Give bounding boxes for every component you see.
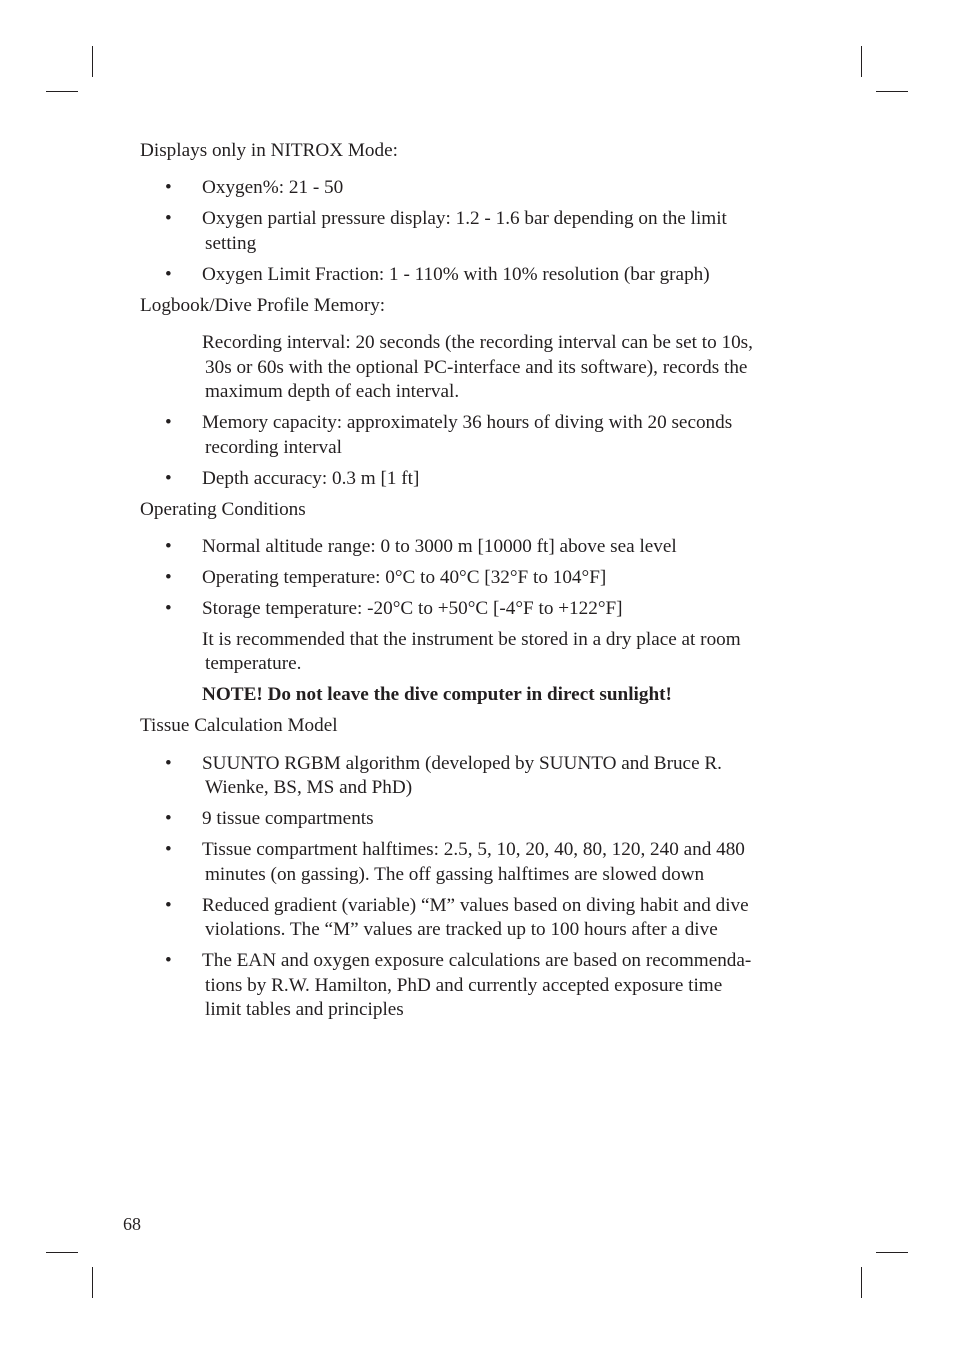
logbook-intro-line: maximum depth of each interval. bbox=[205, 381, 460, 403]
list-item bbox=[140, 949, 800, 1023]
logbook-intro bbox=[140, 331, 800, 405]
crop-mark-bottom-left-horizontal bbox=[46, 1252, 78, 1253]
bullet-icon: • bbox=[165, 752, 172, 774]
list-item-text: Oxygen partial pressure display: 1.2 - 1.6 bar depending on the limit bbox=[202, 208, 727, 230]
list-item-text-continued: violations. The “M” values are tracked up to 100 hours after a dive bbox=[205, 919, 718, 941]
bullet-icon: • bbox=[165, 894, 172, 916]
storage-recommendation-line: It is recommended that the instrument be stored in a dry place at room bbox=[202, 628, 741, 650]
list-item-text: Normal altitude range: 0 to 3000 m [10000 ft] above sea level bbox=[202, 535, 677, 557]
operating-heading: Operating Conditions bbox=[140, 498, 306, 520]
list-item-text: Operating temperature: 0°C to 40°C [32°F to 104°F] bbox=[202, 566, 607, 588]
list-item-text: The EAN and oxygen exposure calculations are based on recommenda- bbox=[202, 950, 752, 972]
logbook-heading: Logbook/Dive Profile Memory: bbox=[140, 294, 386, 316]
list-item-text-continued: recording interval bbox=[205, 436, 342, 458]
list-item-text-continued: setting bbox=[205, 232, 257, 254]
storage-recommendation bbox=[140, 628, 800, 677]
bullet-icon: • bbox=[165, 839, 172, 861]
bullet-icon: • bbox=[165, 208, 172, 230]
list-item bbox=[140, 752, 800, 801]
crop-mark-top-right-horizontal bbox=[876, 91, 908, 92]
crop-mark-bottom-right-horizontal bbox=[876, 1252, 908, 1253]
crop-mark-bottom-right-vertical bbox=[861, 1267, 862, 1298]
list-item bbox=[140, 207, 800, 256]
list-item-text: Oxygen%: 21 - 50 bbox=[202, 177, 344, 199]
page-number: 68 bbox=[123, 1214, 141, 1234]
operating-list bbox=[140, 535, 800, 622]
list-item bbox=[140, 411, 800, 460]
list-item-text: 9 tissue compartments bbox=[202, 808, 374, 830]
list-item bbox=[140, 838, 800, 887]
bullet-icon: • bbox=[165, 412, 172, 434]
list-item-text: Depth accuracy: 0.3 m [1 ft] bbox=[202, 467, 420, 489]
list-item bbox=[140, 597, 800, 622]
list-item bbox=[140, 467, 800, 492]
crop-mark-bottom-left-vertical bbox=[92, 1267, 93, 1298]
bullet-icon: • bbox=[165, 950, 172, 972]
sunlight-note: NOTE! Do not leave the dive computer in direct sunlight! bbox=[202, 684, 672, 706]
list-item-text: Tissue compartment halftimes: 2.5, 5, 10, 20, 40, 80, 120, 240 and 480 bbox=[202, 839, 745, 861]
list-item-text-continued: Wienke, BS, MS and PhD) bbox=[205, 777, 413, 799]
page-content bbox=[140, 139, 800, 1023]
bullet-icon: • bbox=[165, 535, 172, 557]
list-item bbox=[140, 566, 800, 591]
crop-mark-top-right-vertical bbox=[861, 46, 862, 77]
bullet-icon: • bbox=[165, 467, 172, 489]
list-item-text-continued: limit tables and principles bbox=[205, 999, 404, 1021]
list-item-text: Oxygen Limit Fraction: 1 - 110% with 10% resolution (bar graph) bbox=[202, 263, 710, 285]
list-item bbox=[140, 535, 800, 560]
list-item bbox=[140, 894, 800, 943]
list-item-text: Storage temperature: -20°C to +50°C [-4°F to +122°F] bbox=[202, 597, 623, 619]
bullet-icon: • bbox=[165, 263, 172, 285]
list-item-text-continued: tions by R.W. Hamilton, PhD and currently accepted exposure time bbox=[205, 974, 723, 996]
crop-mark-top-left-vertical bbox=[92, 46, 93, 77]
storage-recommendation-line: temperature. bbox=[205, 653, 302, 675]
bullet-icon: • bbox=[165, 808, 172, 830]
list-item bbox=[140, 807, 800, 832]
list-item bbox=[140, 176, 800, 201]
list-item-text: SUUNTO RGBM algorithm (developed by SUUNTO and Bruce R. bbox=[202, 752, 722, 774]
tissue-list bbox=[140, 752, 800, 1024]
list-item-text: Reduced gradient (variable) “M” values based on diving habit and dive bbox=[202, 894, 749, 916]
logbook-intro-line: 30s or 60s with the optional PC-interface and its software), records the bbox=[205, 356, 748, 378]
bullet-icon: • bbox=[165, 566, 172, 588]
tissue-heading: Tissue Calculation Model bbox=[140, 715, 338, 737]
bullet-icon: • bbox=[165, 177, 172, 199]
nitrox-heading: Displays only in NITROX Mode: bbox=[140, 140, 398, 161]
list-item-text-continued: minutes (on gassing). The off gassing halftimes are slowed down bbox=[205, 863, 705, 885]
crop-mark-top-left-horizontal bbox=[46, 91, 78, 92]
logbook-list bbox=[140, 411, 800, 491]
logbook-intro-line: Recording interval: 20 seconds (the recording interval can be set to 10s, bbox=[202, 331, 753, 353]
bullet-icon: • bbox=[165, 597, 172, 619]
nitrox-list bbox=[140, 176, 800, 287]
list-item-text: Memory capacity: approximately 36 hours of diving with 20 seconds bbox=[202, 412, 733, 434]
list-item bbox=[140, 263, 800, 288]
